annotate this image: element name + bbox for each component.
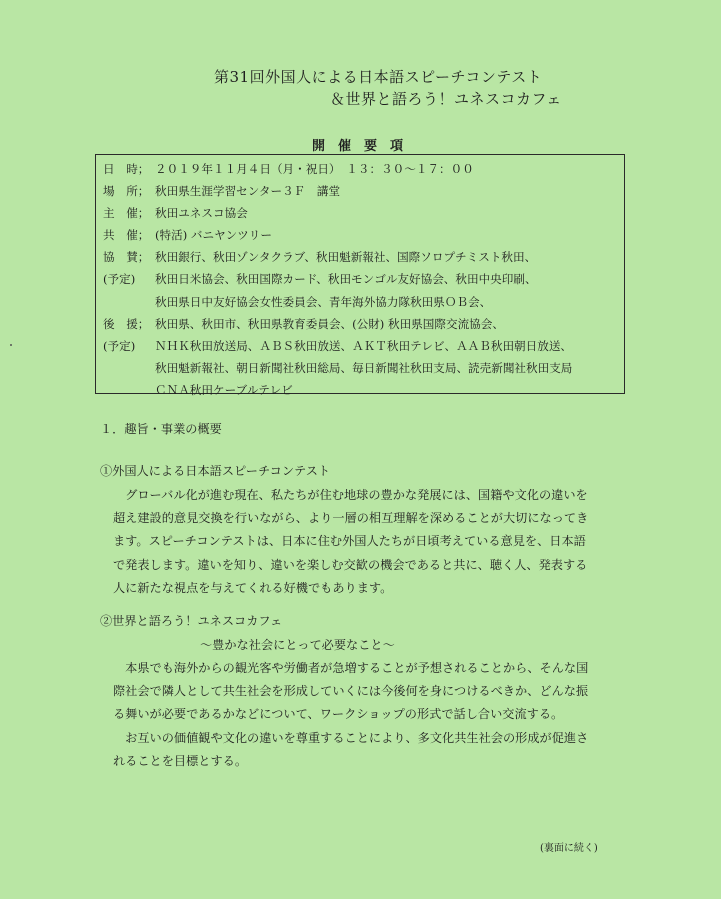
detail-row (103, 246, 624, 268)
detail-value: 秋田県、秋田市、秋田県教育委員会、(公財) 秋田県国際交流協会、 (155, 316, 504, 331)
detail-row (103, 268, 624, 290)
section1-title: １．趣旨・事業の概要 (100, 422, 222, 436)
detail-row (103, 335, 624, 357)
paragraph-line: れることを目標とする。 (113, 753, 248, 768)
detail-row (103, 202, 624, 224)
detail-label: 主 催； (103, 206, 150, 221)
scan-speck (10, 344, 12, 346)
detail-label (103, 357, 155, 379)
detail-row (103, 158, 624, 180)
detail-value: 秋田県日中友好協会女性委員会、青年海外協力隊秋田県ＯＢ会、 (155, 294, 492, 309)
detail-row (103, 313, 624, 335)
detail-label: 後 援； (103, 316, 150, 331)
detail-value: ＣＮＡ秋田ケーブルテレビ (155, 382, 293, 397)
detail-label: (予定) (103, 338, 136, 353)
paragraph-line: 本県でも海外からの観光客や労働者が急増することが予想されることから、そんな国 (113, 661, 589, 675)
detail-row (103, 357, 624, 379)
detail-label (103, 291, 155, 313)
detail-row (103, 379, 624, 401)
continued-note: (裏面に続く) (540, 843, 598, 854)
detail-value: 秋田魁新報社、朝日新聞社秋田総局、毎日新聞社秋田支局、読売新聞社秋田支局 (155, 360, 573, 375)
detail-row (103, 224, 624, 246)
detail-value: ＮＨＫ秋田放送局、ＡＢＳ秋田放送、ＡＫＴ秋田テレビ、ＡＡＢ秋田朝日放送、 (155, 338, 573, 353)
part2-body (113, 657, 638, 773)
detail-value: 秋田県生涯学習センター３Ｆ 講堂 (155, 184, 341, 199)
paragraph-line: グローバル化が進む現在、私たちが住む地球の豊かな発展には、国籍や文化の違いを (113, 488, 588, 502)
detail-row (103, 180, 624, 202)
document-title-line2: ＆世界と語ろう！ユネスコカフェ (330, 90, 562, 108)
detail-label: 共 催； (103, 228, 150, 243)
detail-label (103, 379, 155, 401)
paragraph-line: ます。スピーチコンテストは、日本に住む外国人たちが日頃考えている意見を、日本語 (113, 534, 586, 549)
document-title-line1: 第31回外国人による日本語スピーチコンテスト (214, 68, 543, 86)
detail-row (103, 291, 624, 313)
part2-title: ②世界と語ろう！ユネスコカフェ (100, 614, 283, 628)
detail-value: 秋田ユネスコ協会 (155, 206, 248, 221)
detail-label: (予定) (103, 272, 136, 287)
detail-value: (特活) バニヤンツリー (155, 228, 272, 243)
detail-label: 場 所； (103, 184, 150, 199)
detail-label: 協 賛； (103, 250, 150, 265)
detail-value: 秋田日米協会、秋田国際カード、秋田モンゴル友好協会、秋田中央印刷、 (155, 272, 537, 287)
part1-title: ①外国人による日本語スピーチコンテスト (100, 464, 331, 478)
details-box (95, 154, 625, 397)
section-heading: 開催要項 (312, 139, 417, 154)
paragraph-line: 人に新たな視点を与えてくれる好機でもあります。 (113, 580, 393, 595)
detail-value: 秋田銀行、秋田ゾンタクラブ、秋田魁新報社、国際ソロプチミスト秋田、 (155, 250, 537, 265)
detail-label: 日 時； (103, 162, 150, 176)
part2-subtitle: 〜豊かな社会にとって必要なこと〜 (200, 638, 395, 652)
part1-body (113, 484, 638, 600)
paragraph-line: お互いの価値観や文化の違いを尊重することにより、多文化共生社会の形成が促進さ (113, 730, 589, 745)
paragraph-line: 超え建設的意見交換を行いながら、より一層の相互理解を深めることが大切になってき (113, 511, 589, 526)
paragraph-line: 際社会で隣人として共生社会を形成していくには今後何を身につけるべきか、どんな振 (113, 684, 589, 699)
detail-value: ２０１９年１１月４日（月・祝日） １３：３０〜１７：００ (155, 162, 474, 176)
paragraph-line: る舞いが必要であるかなどについて、ワークショップの形式で話し合い交流する。 (113, 707, 564, 722)
paragraph-line: で発表します。違いを知り、違いを楽しむ交歓の機会であると共に、聴く人、発表する (113, 557, 588, 572)
